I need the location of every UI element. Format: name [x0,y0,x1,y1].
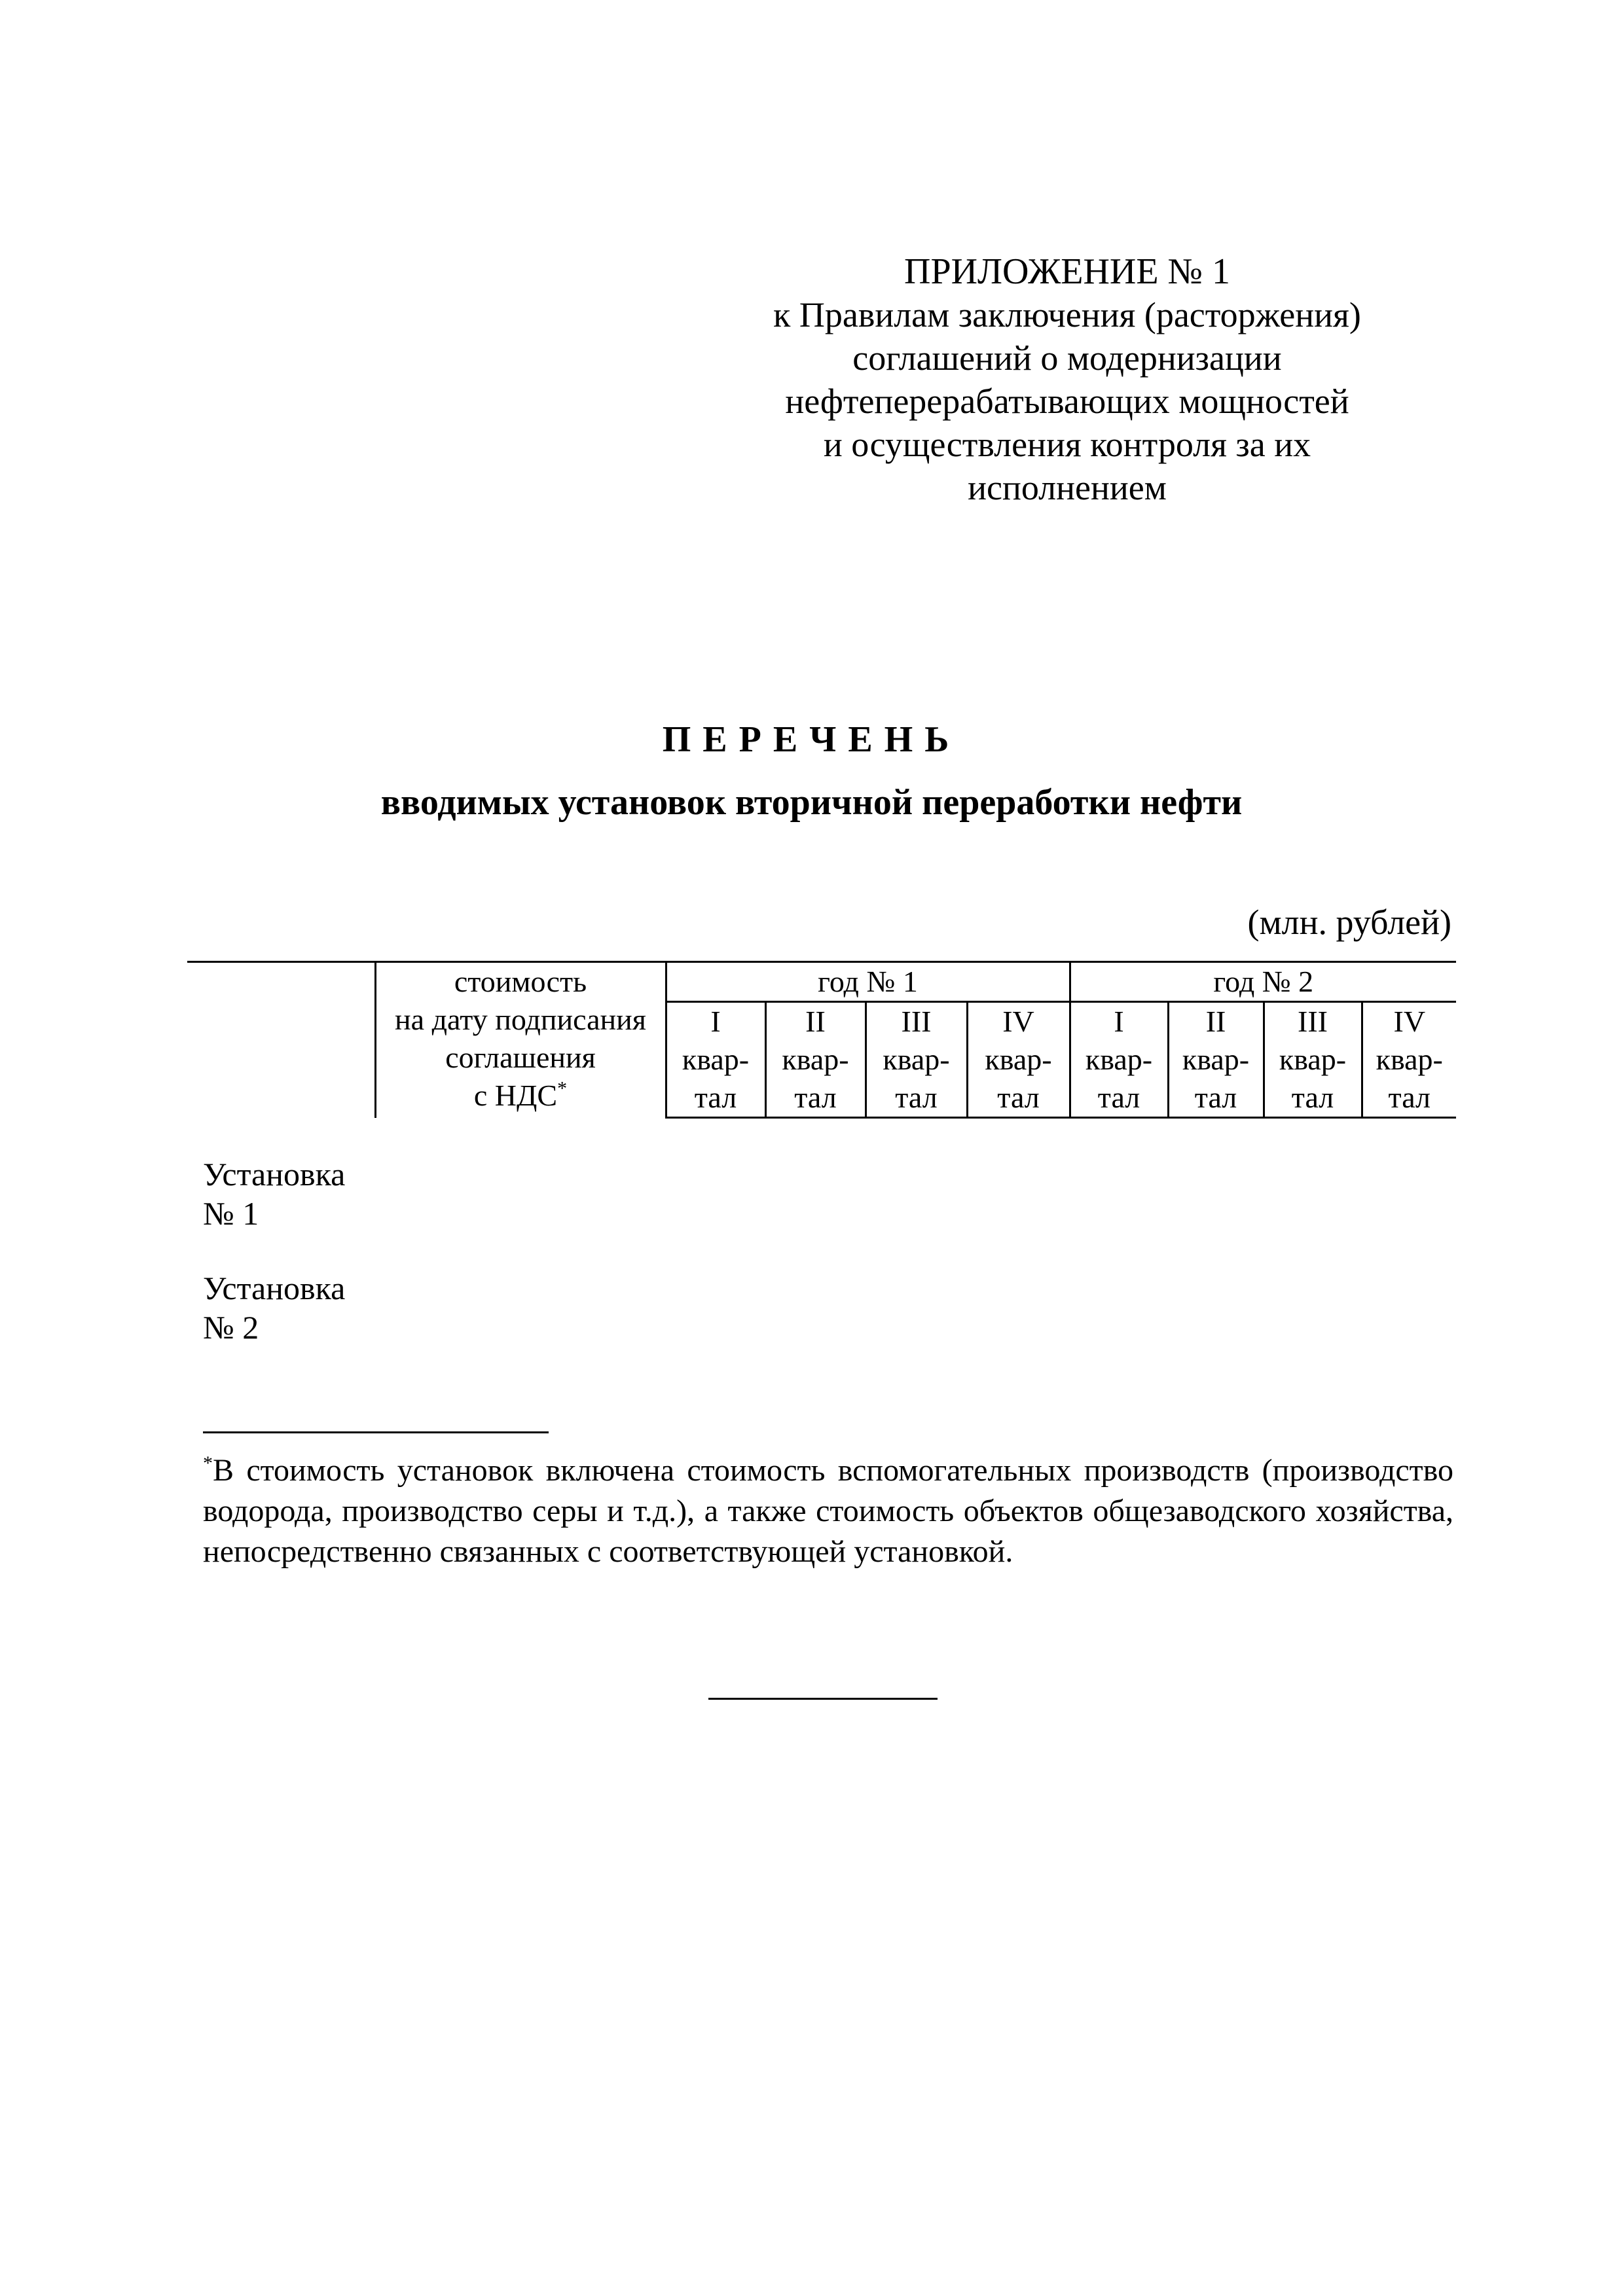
quarter-word: квар- тал [1168,1041,1264,1118]
appendix-header [727,250,1408,509]
quarter-word: квар- тал [765,1041,866,1118]
cost-header: стоимость на дату подписания соглашения с НДС* [375,962,666,1118]
footnote-mark: * [557,1077,568,1100]
footnote [203,1450,1453,1572]
quarter-table [187,961,1456,1119]
year-2-header: год № 2 [1070,962,1456,1002]
document-subtitle: вводимых установок вторичной переработки нефти [380,782,1243,823]
quarter-word: квар- тал [866,1041,967,1118]
appendix-title: ПРИЛОЖЕНИЕ № 1 [904,251,1230,292]
quarter-word: квар- тал [1070,1041,1168,1118]
row-label-header [187,962,375,1118]
footnote-divider [203,1431,549,1433]
quarter-numeral: IV [967,1002,1070,1041]
quarter-word: квар- тал [666,1041,765,1118]
quarter-numeral: II [1168,1002,1264,1041]
quarter-numeral: III [1264,1002,1362,1041]
year-1-header: год № 1 [666,962,1070,1002]
appendix-line: нефтеперерабатывающих мощностей [785,382,1349,421]
end-divider [708,1698,938,1700]
unit-label: (млн. рублей) [1247,903,1451,942]
appendix-line: соглашений о модернизации [852,338,1282,378]
quarter-word: квар- тал [1264,1041,1362,1118]
document-title: ПЕРЕЧЕНЬ [662,719,961,760]
installation-row: Установка № 1 [203,1156,346,1232]
installation-row: Установка № 2 [203,1270,346,1346]
appendix-line: и осуществления контроля за их [823,425,1311,464]
quarter-numeral: II [765,1002,866,1041]
footnote-text: В стоимость установок включена стоимость вспомогательных производств (производство водорода, производство серы и т.д.), а также стоимость объектов общезаводского хозяйства, непосредственно связанных с соответствующей установкой. [203,1453,1453,1569]
appendix-line: к Правилам заключения (расторжения) [773,295,1361,334]
quarter-word: квар- тал [967,1041,1070,1118]
footnote-mark: * [203,1452,213,1474]
quarter-numeral: I [1070,1002,1168,1041]
appendix-line: исполнением [968,468,1167,507]
quarter-word: квар- тал [1362,1041,1456,1118]
quarter-numeral: IV [1393,1005,1426,1038]
quarter-numeral: III [866,1002,967,1041]
quarter-numeral: I [666,1002,765,1041]
